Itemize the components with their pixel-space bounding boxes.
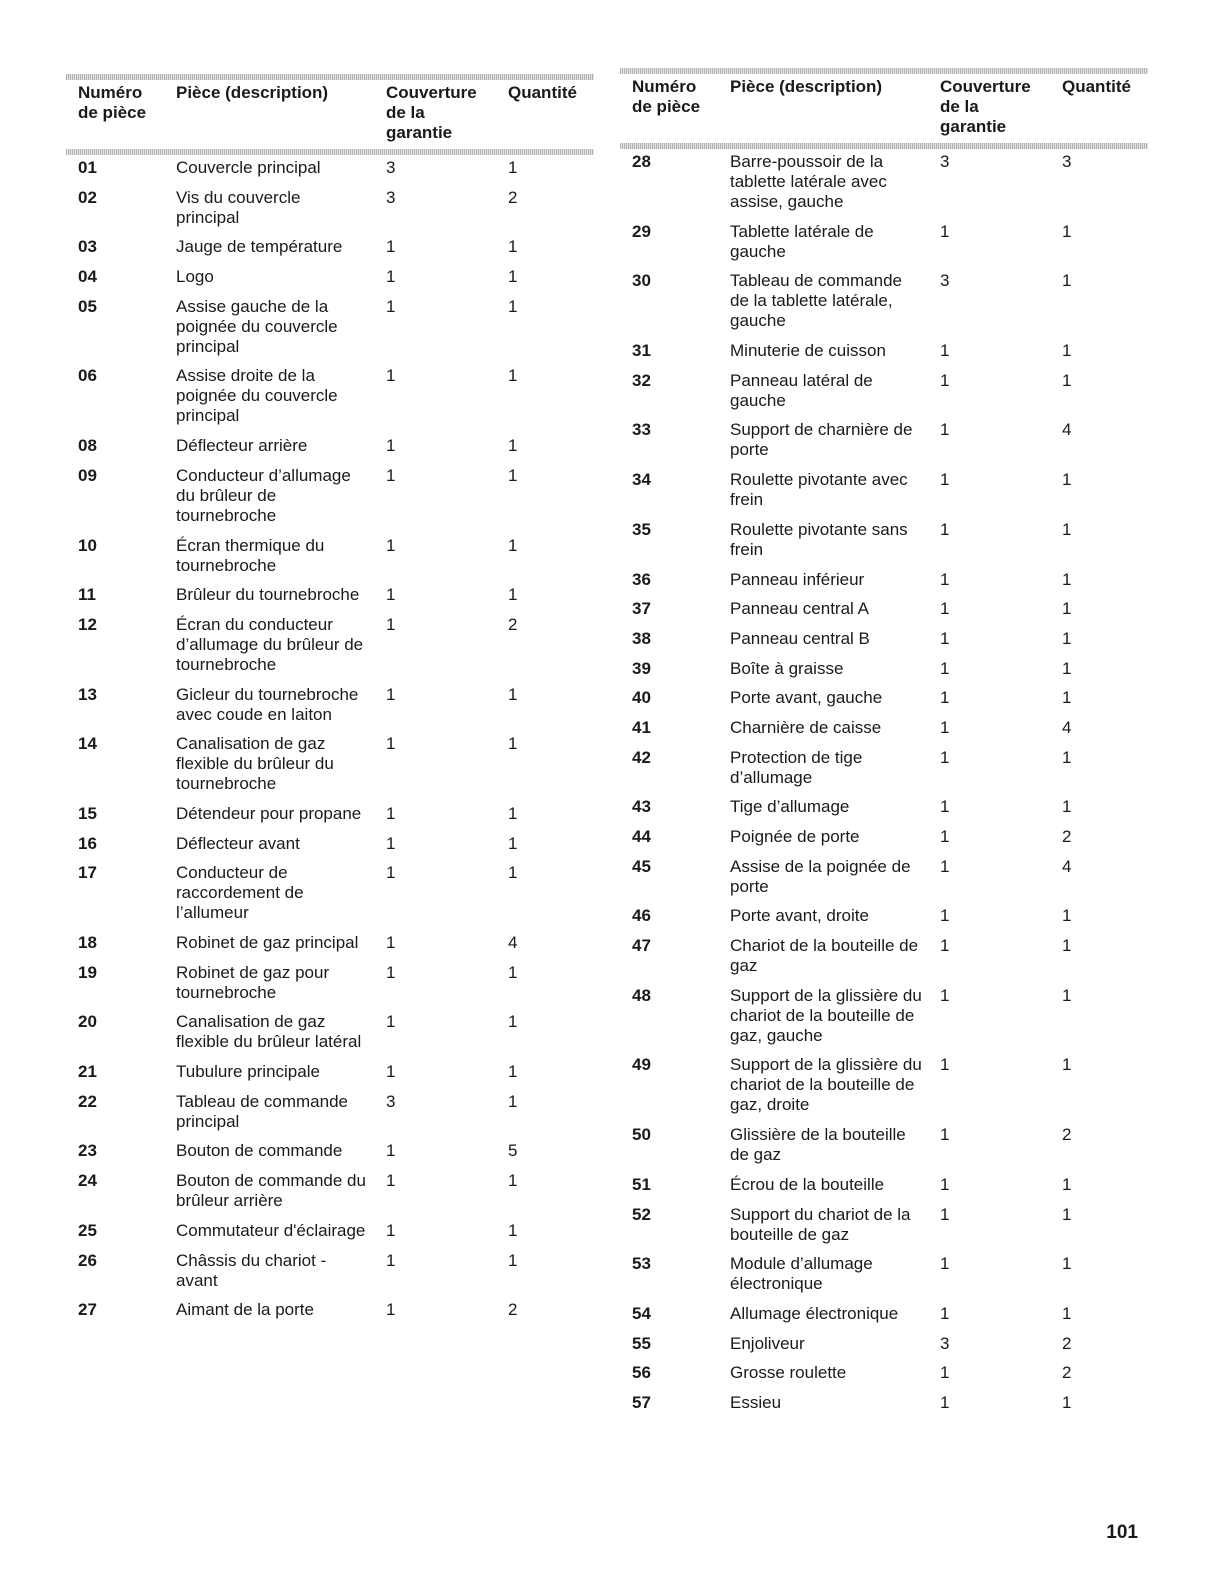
header-description: Pièce (description) xyxy=(730,77,883,96)
quantity: 1 xyxy=(1062,747,1072,767)
header-part-number: Numéro de pièce xyxy=(78,83,147,122)
table-row xyxy=(66,685,594,725)
warranty-coverage: 1 xyxy=(940,628,950,648)
quantity: 1 xyxy=(508,436,518,456)
table-row xyxy=(66,466,594,526)
quantity: 1 xyxy=(508,1220,518,1240)
part-description: Tablette latérale de gauche xyxy=(730,221,874,261)
warranty-coverage: 1 xyxy=(386,267,396,287)
warranty-coverage: 1 xyxy=(386,1250,396,1270)
warranty-coverage: 1 xyxy=(940,1392,950,1412)
part-description: Minuterie de cuisson xyxy=(730,341,886,361)
part-description: Porte avant, gauche xyxy=(730,688,883,708)
quantity: 1 xyxy=(508,158,518,177)
warranty-coverage: 1 xyxy=(386,535,396,555)
part-description: Tableau de commande principal xyxy=(176,1091,349,1131)
table-row xyxy=(66,933,594,953)
part-description: Commutateur d'éclairage xyxy=(176,1220,366,1240)
table-row xyxy=(620,1304,1148,1324)
part-description: Tige d’allumage xyxy=(730,797,850,817)
part-description: Châssis du chariot - avant xyxy=(176,1250,327,1290)
part-description: Support de la glissière du chariot de la bouteille de gaz, droite xyxy=(730,1055,922,1115)
warranty-coverage: 3 xyxy=(940,152,950,171)
part-description: Chariot de la bouteille de gaz xyxy=(730,936,919,976)
warranty-coverage: 1 xyxy=(940,1204,950,1224)
table-row xyxy=(66,585,594,605)
part-description: Allumage électronique xyxy=(730,1303,899,1323)
table-row xyxy=(66,436,594,456)
part-number: 25 xyxy=(78,1220,97,1240)
warranty-coverage: 1 xyxy=(940,717,950,737)
table-row xyxy=(66,1171,594,1211)
table-row xyxy=(620,420,1148,460)
part-number: 45 xyxy=(632,856,651,876)
part-number: 39 xyxy=(632,658,651,678)
table-row xyxy=(66,1251,594,1291)
warranty-coverage: 1 xyxy=(386,1062,396,1082)
part-number: 08 xyxy=(78,436,97,456)
warranty-coverage: 1 xyxy=(940,747,950,767)
warranty-coverage: 1 xyxy=(386,684,396,704)
part-number: 04 xyxy=(78,267,97,287)
part-number: 50 xyxy=(632,1125,651,1145)
part-description: Barre-poussoir de la tablette latérale avec assise, gauche xyxy=(730,152,887,211)
quantity: 1 xyxy=(508,237,518,257)
warranty-coverage: 3 xyxy=(386,158,396,177)
table-row xyxy=(620,986,1148,1046)
warranty-coverage: 1 xyxy=(386,734,396,754)
part-description: Conducteur de raccordement de l’allumeur xyxy=(176,863,304,923)
quantity: 1 xyxy=(1062,1303,1072,1323)
part-number: 01 xyxy=(78,158,97,177)
warranty-coverage: 1 xyxy=(940,827,950,846)
table-row xyxy=(620,1125,1148,1165)
part-number: 21 xyxy=(78,1062,97,1082)
part-description: Porte avant, droite xyxy=(730,906,869,926)
header-warranty: Couverture de la garantie xyxy=(940,77,1031,136)
warranty-coverage: 1 xyxy=(386,465,396,485)
part-description: Panneau latéral de gauche xyxy=(730,370,873,410)
part-description: Écrou de la bouteille xyxy=(730,1174,885,1194)
quantity: 1 xyxy=(508,465,518,485)
part-description: Déflecteur arrière xyxy=(176,436,308,456)
part-number: 23 xyxy=(78,1141,97,1161)
warranty-coverage: 1 xyxy=(386,237,396,257)
part-number: 56 xyxy=(632,1363,651,1383)
quantity: 1 xyxy=(1062,569,1072,589)
table-row xyxy=(620,570,1148,590)
part-number: 02 xyxy=(78,187,97,207)
quantity: 1 xyxy=(1062,985,1072,1005)
warranty-coverage: 1 xyxy=(940,1303,950,1323)
part-description: Aimant de la porte xyxy=(176,1300,314,1320)
part-number: 05 xyxy=(78,296,97,316)
warranty-coverage: 1 xyxy=(940,1125,950,1145)
table-row xyxy=(620,906,1148,926)
part-description: Support de charnière de porte xyxy=(730,420,913,460)
quantity: 1 xyxy=(1062,221,1072,241)
part-description: Bouton de commande du brûleur arrière xyxy=(176,1171,366,1211)
warranty-coverage: 1 xyxy=(386,1171,396,1191)
part-description: Écran du conducteur d’allumage du brûleur de tournebroche xyxy=(176,614,364,674)
warranty-coverage: 1 xyxy=(386,962,396,982)
part-description: Support du chariot de la bouteille de gaz xyxy=(730,1204,911,1244)
part-number: 37 xyxy=(632,599,651,619)
part-number: 35 xyxy=(632,519,651,539)
part-description: Canalisation de gaz flexible du brûleur du tournebroche xyxy=(176,734,334,794)
warranty-coverage: 1 xyxy=(940,221,950,241)
table-row xyxy=(620,857,1148,897)
table-row xyxy=(620,470,1148,510)
table-header xyxy=(620,68,1148,149)
part-description: Panneau inférieur xyxy=(730,569,865,589)
quantity: 1 xyxy=(508,366,518,386)
warranty-coverage: 3 xyxy=(940,271,950,291)
warranty-coverage: 1 xyxy=(940,569,950,589)
table-row xyxy=(66,158,594,178)
header-warranty: Couverture de la garantie xyxy=(386,83,477,142)
table-row xyxy=(66,1141,594,1161)
quantity: 2 xyxy=(508,1300,518,1320)
part-number: 42 xyxy=(632,747,651,767)
table-row xyxy=(620,1334,1148,1354)
part-number: 28 xyxy=(632,152,651,171)
part-number: 33 xyxy=(632,420,651,440)
table-row xyxy=(66,267,594,287)
quantity: 1 xyxy=(1062,936,1072,956)
part-description: Robinet de gaz pour tournebroche xyxy=(176,962,330,1002)
table-row xyxy=(620,271,1148,331)
quantity: 1 xyxy=(1062,1055,1072,1075)
warranty-coverage: 1 xyxy=(940,906,950,926)
part-number: 44 xyxy=(632,827,651,846)
quantity: 2 xyxy=(1062,1363,1072,1383)
table-row xyxy=(620,1205,1148,1245)
parts-table-left xyxy=(66,74,594,1330)
header-quantity: Quantité xyxy=(1062,77,1131,96)
table-row xyxy=(620,520,1148,560)
quantity: 1 xyxy=(508,1091,518,1111)
warranty-coverage: 1 xyxy=(386,296,396,316)
part-number: 18 xyxy=(78,933,97,952)
part-number: 49 xyxy=(632,1055,651,1075)
part-number: 57 xyxy=(632,1392,651,1412)
quantity: 1 xyxy=(508,833,518,853)
quantity: 4 xyxy=(1062,717,1072,737)
header-part-number: Numéro de pièce xyxy=(632,77,701,116)
part-description: Gicleur du tournebroche avec coude en laiton xyxy=(176,684,359,724)
part-number: 03 xyxy=(78,237,97,257)
quantity: 1 xyxy=(1062,1392,1072,1412)
table-row xyxy=(66,734,594,794)
quantity: 4 xyxy=(1062,420,1072,440)
warranty-coverage: 1 xyxy=(940,470,950,490)
quantity: 1 xyxy=(508,296,518,316)
table-row xyxy=(620,827,1148,847)
quantity: 2 xyxy=(508,187,518,207)
part-description: Panneau central A xyxy=(730,599,869,619)
part-number: 40 xyxy=(632,688,651,708)
part-description: Roulette pivotante avec frein xyxy=(730,470,908,510)
part-number: 30 xyxy=(632,271,651,291)
quantity: 1 xyxy=(1062,341,1072,361)
part-description: Conducteur d’allumage du brûleur de tournebroche xyxy=(176,465,351,525)
warranty-coverage: 1 xyxy=(940,370,950,390)
part-number: 10 xyxy=(78,535,97,555)
warranty-coverage: 1 xyxy=(940,1254,950,1274)
quantity: 1 xyxy=(1062,797,1072,817)
quantity: 2 xyxy=(1062,1125,1072,1145)
part-number: 47 xyxy=(632,936,651,956)
table-body xyxy=(66,155,594,1330)
part-number: 53 xyxy=(632,1254,651,1274)
part-description: Brûleur du tournebroche xyxy=(176,585,360,605)
quantity: 1 xyxy=(508,734,518,754)
part-description: Assise gauche de la poignée du couvercle principal xyxy=(176,296,338,356)
part-description: Robinet de gaz principal xyxy=(176,933,359,952)
quantity: 1 xyxy=(1062,599,1072,619)
part-number: 12 xyxy=(78,614,97,634)
warranty-coverage: 1 xyxy=(940,658,950,678)
part-number: 29 xyxy=(632,221,651,241)
warranty-coverage: 1 xyxy=(386,436,396,456)
table-row xyxy=(620,341,1148,361)
part-description: Vis du couvercle principal xyxy=(176,187,301,227)
table-row xyxy=(66,1012,594,1052)
quantity: 1 xyxy=(508,684,518,704)
warranty-coverage: 1 xyxy=(386,863,396,883)
quantity: 1 xyxy=(1062,519,1072,539)
quantity: 1 xyxy=(1062,688,1072,708)
warranty-coverage: 1 xyxy=(940,1055,950,1075)
table-row xyxy=(66,804,594,824)
parts-table-right xyxy=(620,68,1148,1423)
quantity: 1 xyxy=(508,1012,518,1032)
header-description: Pièce (description) xyxy=(176,83,329,102)
part-number: 38 xyxy=(632,628,651,648)
quantity: 1 xyxy=(508,267,518,287)
part-description: Support de la glissière du chariot de la bouteille de gaz, gauche xyxy=(730,985,922,1045)
part-number: 41 xyxy=(632,717,651,737)
part-description: Enjoliveur xyxy=(730,1333,805,1353)
table-header xyxy=(66,74,594,155)
quantity: 5 xyxy=(508,1141,518,1161)
table-row xyxy=(620,748,1148,788)
part-number: 43 xyxy=(632,797,651,817)
table-row xyxy=(620,718,1148,738)
part-number: 22 xyxy=(78,1091,97,1111)
quantity: 1 xyxy=(508,863,518,883)
warranty-coverage: 1 xyxy=(386,1220,396,1240)
header-quantity: Quantité xyxy=(508,83,577,102)
table-row xyxy=(620,629,1148,649)
quantity: 1 xyxy=(1062,1174,1072,1194)
warranty-coverage: 1 xyxy=(940,519,950,539)
part-description: Couvercle principal xyxy=(176,158,321,177)
quantity: 1 xyxy=(1062,658,1072,678)
part-description: Boîte à graisse xyxy=(730,658,844,678)
table-row xyxy=(620,936,1148,976)
part-description: Protection de tige d’allumage xyxy=(730,747,863,787)
warranty-coverage: 3 xyxy=(386,1091,396,1111)
warranty-coverage: 1 xyxy=(386,803,396,823)
part-number: 31 xyxy=(632,341,651,361)
part-number: 11 xyxy=(78,585,96,605)
part-description: Logo xyxy=(176,267,214,287)
table-row xyxy=(620,1393,1148,1413)
table-body xyxy=(620,149,1148,1423)
warranty-coverage: 1 xyxy=(386,1300,396,1320)
table-row xyxy=(620,599,1148,619)
part-number: 48 xyxy=(632,985,651,1005)
part-description: Tubulure principale xyxy=(176,1062,320,1082)
quantity: 1 xyxy=(1062,271,1072,291)
warranty-coverage: 1 xyxy=(940,420,950,440)
quantity: 2 xyxy=(508,614,518,634)
table-row xyxy=(66,297,594,357)
warranty-coverage: 1 xyxy=(940,1174,950,1194)
part-number: 51 xyxy=(632,1174,651,1194)
table-row xyxy=(620,659,1148,679)
part-number: 46 xyxy=(632,906,651,926)
quantity: 1 xyxy=(508,585,518,605)
quantity: 1 xyxy=(1062,370,1072,390)
part-number: 09 xyxy=(78,465,97,485)
part-description: Tableau de commande de la tablette latérale, gauche xyxy=(730,271,903,331)
warranty-coverage: 1 xyxy=(386,933,396,952)
table-row xyxy=(620,1055,1148,1115)
table-row xyxy=(66,237,594,257)
part-number: 17 xyxy=(78,863,97,883)
table-row xyxy=(66,1092,594,1132)
table-row xyxy=(620,1175,1148,1195)
warranty-coverage: 1 xyxy=(386,1012,396,1032)
quantity: 1 xyxy=(1062,1254,1072,1274)
table-row xyxy=(66,1300,594,1320)
warranty-coverage: 1 xyxy=(940,797,950,817)
quantity: 1 xyxy=(508,1171,518,1191)
part-number: 16 xyxy=(78,833,97,853)
part-description: Roulette pivotante sans frein xyxy=(730,519,908,559)
part-number: 54 xyxy=(632,1303,651,1323)
quantity: 4 xyxy=(508,933,518,952)
warranty-coverage: 1 xyxy=(386,366,396,386)
quantity: 1 xyxy=(1062,1204,1072,1224)
part-number: 34 xyxy=(632,470,651,490)
quantity: 1 xyxy=(1062,628,1072,648)
table-row xyxy=(620,152,1148,212)
table-row xyxy=(620,371,1148,411)
quantity: 1 xyxy=(1062,470,1072,490)
part-number: 06 xyxy=(78,366,97,386)
part-description: Assise droite de la poignée du couvercle principal xyxy=(176,366,338,426)
table-row xyxy=(66,615,594,675)
part-description: Panneau central B xyxy=(730,628,870,648)
part-number: 19 xyxy=(78,962,97,982)
warranty-coverage: 1 xyxy=(386,614,396,634)
warranty-coverage: 1 xyxy=(940,856,950,876)
part-number: 27 xyxy=(78,1300,97,1320)
part-description: Déflecteur avant xyxy=(176,833,300,853)
table-row xyxy=(66,1062,594,1082)
part-description: Canalisation de gaz flexible du brûleur latéral xyxy=(176,1012,362,1052)
table-row xyxy=(66,1221,594,1241)
part-description: Écran thermique du tournebroche xyxy=(176,535,325,575)
part-number: 24 xyxy=(78,1171,97,1191)
quantity: 1 xyxy=(1062,906,1072,926)
page-number: 101 xyxy=(1106,1522,1138,1543)
part-number: 26 xyxy=(78,1250,97,1270)
warranty-coverage: 1 xyxy=(940,985,950,1005)
table-row xyxy=(66,366,594,426)
part-description: Assise de la poignée de porte xyxy=(730,856,911,896)
warranty-coverage: 1 xyxy=(386,1141,396,1161)
part-description: Bouton de commande xyxy=(176,1141,343,1161)
quantity: 1 xyxy=(508,1250,518,1270)
part-number: 55 xyxy=(632,1333,651,1353)
warranty-coverage: 1 xyxy=(386,585,396,605)
quantity: 2 xyxy=(1062,1333,1072,1353)
table-row xyxy=(620,222,1148,262)
table-row xyxy=(66,834,594,854)
warranty-coverage: 3 xyxy=(386,187,396,207)
part-description: Jauge de température xyxy=(176,237,343,257)
table-row xyxy=(620,1254,1148,1294)
part-description: Grosse roulette xyxy=(730,1363,847,1383)
warranty-coverage: 1 xyxy=(940,936,950,956)
part-description: Détendeur pour propane xyxy=(176,803,362,823)
part-description: Poignée de porte xyxy=(730,827,860,846)
part-number: 52 xyxy=(632,1204,651,1224)
warranty-coverage: 1 xyxy=(940,688,950,708)
table-row xyxy=(620,1363,1148,1383)
quantity: 1 xyxy=(508,803,518,823)
part-description: Module d’allumage électronique xyxy=(730,1254,873,1294)
quantity: 2 xyxy=(1062,827,1072,846)
part-description: Charnière de caisse xyxy=(730,717,882,737)
table-row xyxy=(66,963,594,1003)
warranty-coverage: 1 xyxy=(386,833,396,853)
warranty-coverage: 1 xyxy=(940,1363,950,1383)
table-row xyxy=(620,688,1148,708)
quantity: 4 xyxy=(1062,856,1072,876)
quantity: 1 xyxy=(508,1062,518,1082)
table-row xyxy=(66,863,594,923)
warranty-coverage: 3 xyxy=(940,1333,950,1353)
part-description: Glissière de la bouteille de gaz xyxy=(730,1125,906,1165)
table-row xyxy=(66,188,594,228)
quantity: 1 xyxy=(508,535,518,555)
table-row xyxy=(66,536,594,576)
table-row xyxy=(620,797,1148,817)
part-number: 14 xyxy=(78,734,97,754)
part-number: 36 xyxy=(632,569,651,589)
part-description: Essieu xyxy=(730,1392,782,1412)
part-number: 13 xyxy=(78,684,97,704)
warranty-coverage: 1 xyxy=(940,599,950,619)
quantity: 1 xyxy=(508,962,518,982)
part-number: 32 xyxy=(632,370,651,390)
part-number: 15 xyxy=(78,803,97,823)
warranty-coverage: 1 xyxy=(940,341,950,361)
part-number: 20 xyxy=(78,1012,97,1032)
quantity: 3 xyxy=(1062,152,1072,171)
